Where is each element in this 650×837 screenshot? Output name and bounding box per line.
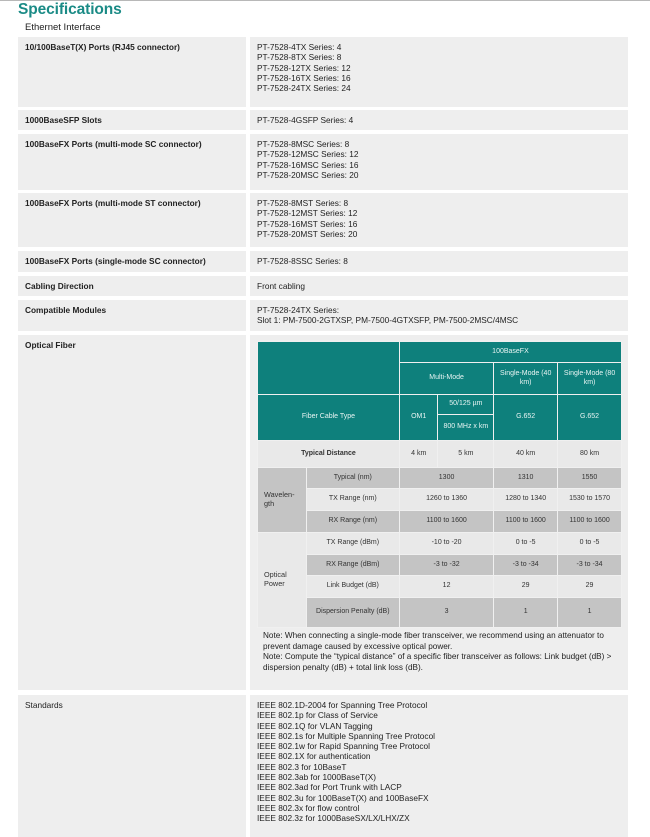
spec-row-sm-sc-ports [18,251,628,272]
note: Note: Compute the “typical distance” of a specific fiber transceiver as follows: Link budget (dB) > dispersion penalty (dB) + total link loss (dB). [263,652,612,672]
spec-value-line: PT-7528-8TX Series: 8 [257,52,342,63]
row-label: RX Range (dBm) [306,555,399,576]
cell-sm40: 1100 to 1600 [494,511,558,533]
cell-mm: 1300 [399,468,493,489]
spec-value [250,251,628,272]
cell-mm: 3 [399,598,493,628]
group-label-optical-power: Optical Power [258,533,307,628]
standard-item: IEEE 802.3x for flow control [257,802,360,813]
spec-value-line: PT-7528-16MSC Series: 16 [257,159,359,170]
spec-value [250,110,628,130]
spec-row-rj45-ports [18,37,628,107]
cell-distance-om1: 4 km [399,441,438,468]
spec-value-line: PT-7528-24TX Series: [257,305,340,315]
cell-sm80: 1530 to 1570 [558,489,622,511]
spec-label: Compatible Modules [18,300,246,331]
spec-value-line: PT-7528-4TX Series: 4 [257,42,342,52]
group-label-wavelength: Wavelen-gth [258,468,307,533]
cell-sm80: 1 [558,598,622,628]
spec-value [250,134,628,190]
spec-value-line: PT-7528-8SSC Series: 8 [257,256,348,266]
cell-sm40: 0 to -5 [494,533,558,555]
header-fiber-cable-type: Fiber Cable Type [258,395,400,441]
row-label: TX Range (nm) [306,489,399,511]
header-om1: OM1 [399,395,438,441]
spec-value-line: PT-7528-12MSC Series: 12 [257,149,359,160]
spec-value-line: PT-7528-12TX Series: 12 [257,62,351,73]
cell-sm80: 29 [558,576,622,598]
cell-distance-mm50: 5 km [438,441,494,468]
spec-value-line: PT-7528-20MSC Series: 20 [257,169,359,180]
cell-sm40: 1310 [494,468,558,489]
cell-distance-sm80: 80 km [558,441,622,468]
note: Note: When connecting a single-mode fiber transceiver, we recommend using an attenuator to prevent damage caused by excessive optical power. [263,631,604,651]
header-g652-80: G.652 [558,395,622,441]
standard-item: IEEE 802.3ab for 1000BaseT(X) [257,772,376,783]
spec-value [250,276,628,296]
cell-mm: 12 [399,576,493,598]
header-mm-size: 50/125 µm [438,395,494,415]
page-title: Specifications [18,1,122,18]
spec-label: 100BaseFX Ports (multi-mode SC connector) [18,134,246,190]
spec-row-standards [18,695,628,837]
spec-label: Cabling Direction [18,276,246,296]
spec-label: Optical Fiber [18,335,246,690]
spec-value [250,37,628,107]
cell-mm: 1260 to 1360 [399,489,493,511]
spec-value-line: PT-7528-8MSC Series: 8 [257,139,350,149]
standard-item: IEEE 802.3z for 1000BaseSX/LX/LHX/ZX [257,813,410,824]
header-single-mode-80km: Single-Mode (80 km) [558,363,622,395]
row-label: RX Range (nm) [306,511,399,533]
spec-label: 100BaseFX Ports (single-mode SC connector) [18,251,246,272]
row-label-typical-distance: Typical Distance [258,441,400,468]
spec-value-line: Slot 1: PM-7500-2GTXSP, PM-7500-4GTXSFP, PM-7500-2MSC/4MSC [257,315,519,326]
spec-value [250,695,628,837]
header-mm-bandwidth: 800 MHz x km [438,415,494,441]
standard-item: IEEE 802.1w for Rapid Spanning Tree Protocol [257,741,430,752]
standard-item: IEEE 802.1p for Class of Service [257,710,378,721]
standard-item: IEEE 802.3ad for Port Trunk with LACP [257,782,402,793]
spec-value-line: PT-7528-20MST Series: 20 [257,228,358,239]
cell-sm40: 1280 to 1340 [494,489,558,511]
spec-value-line: PT-7528-8MST Series: 8 [257,198,349,208]
spec-value-line: PT-7528-16MST Series: 16 [257,218,358,229]
standard-item: IEEE 802.1Q for VLAN Tagging [257,720,373,731]
spec-row-mm-st-ports [18,193,628,247]
standard-item: IEEE 802.3u for 100BaseT(X) and 100BaseFX [257,792,429,803]
cell-sm80: 1100 to 1600 [558,511,622,533]
cell-sm80: -3 to -34 [558,555,622,576]
header-100basefx: 100BaseFX [399,342,621,363]
spec-value-line: PT-7528-12MST Series: 12 [257,208,358,219]
cell-sm80: 0 to -5 [558,533,622,555]
cell-sm40: 29 [494,576,558,598]
spec-label: 1000BaseSFP Slots [18,110,246,130]
header-corner [258,342,400,395]
spec-value [250,193,628,247]
standard-item: IEEE 802.1X for authentication [257,751,371,762]
spec-row-cabling-direction [18,276,628,296]
row-label: Dispersion Penalty (dB) [306,598,399,628]
cell-mm: -10 to -20 [399,533,493,555]
standard-item: IEEE 802.1s for Multiple Spanning Tree Protocol [257,730,436,741]
spec-row-sfp-slots [18,110,628,130]
spec-value [250,300,628,331]
row-label: Typical (nm) [306,468,399,489]
spec-row-compatible-modules [18,300,628,331]
optical-notes [263,631,623,673]
header-single-mode-40km: Single-Mode (40 km) [494,363,558,395]
spec-value-line: Front cabling [257,281,305,291]
cell-sm80: 1550 [558,468,622,489]
cell-distance-sm40: 40 km [494,441,558,468]
spec-label: 10/100BaseT(X) Ports (RJ45 connector) [18,37,246,107]
row-label: Link Budget (dB) [306,576,399,598]
row-label: TX Range (dBm) [306,533,399,555]
cell-mm: 1100 to 1600 [399,511,493,533]
cell-sm40: -3 to -34 [494,555,558,576]
spec-label: Standards [18,695,246,837]
cell-sm40: 1 [494,598,558,628]
spec-value-line: PT-7528-24TX Series: 24 [257,83,351,94]
spec-value-line: PT-7528-16TX Series: 16 [257,72,351,83]
cell-mm: -3 to -32 [399,555,493,576]
standard-item: IEEE 802.1D-2004 for Spanning Tree Protocol [257,700,428,710]
spec-value-line: PT-7528-4GSFP Series: 4 [257,115,354,125]
section-heading: Ethernet Interface [25,22,101,33]
standard-item: IEEE 802.3 for 10BaseT [257,761,347,772]
optical-fiber-table [257,341,622,628]
header-multi-mode: Multi-Mode [399,363,493,395]
header-g652-40: G.652 [494,395,558,441]
spec-row-mm-sc-ports [18,134,628,190]
spec-label: 100BaseFX Ports (multi-mode ST connector) [18,193,246,247]
